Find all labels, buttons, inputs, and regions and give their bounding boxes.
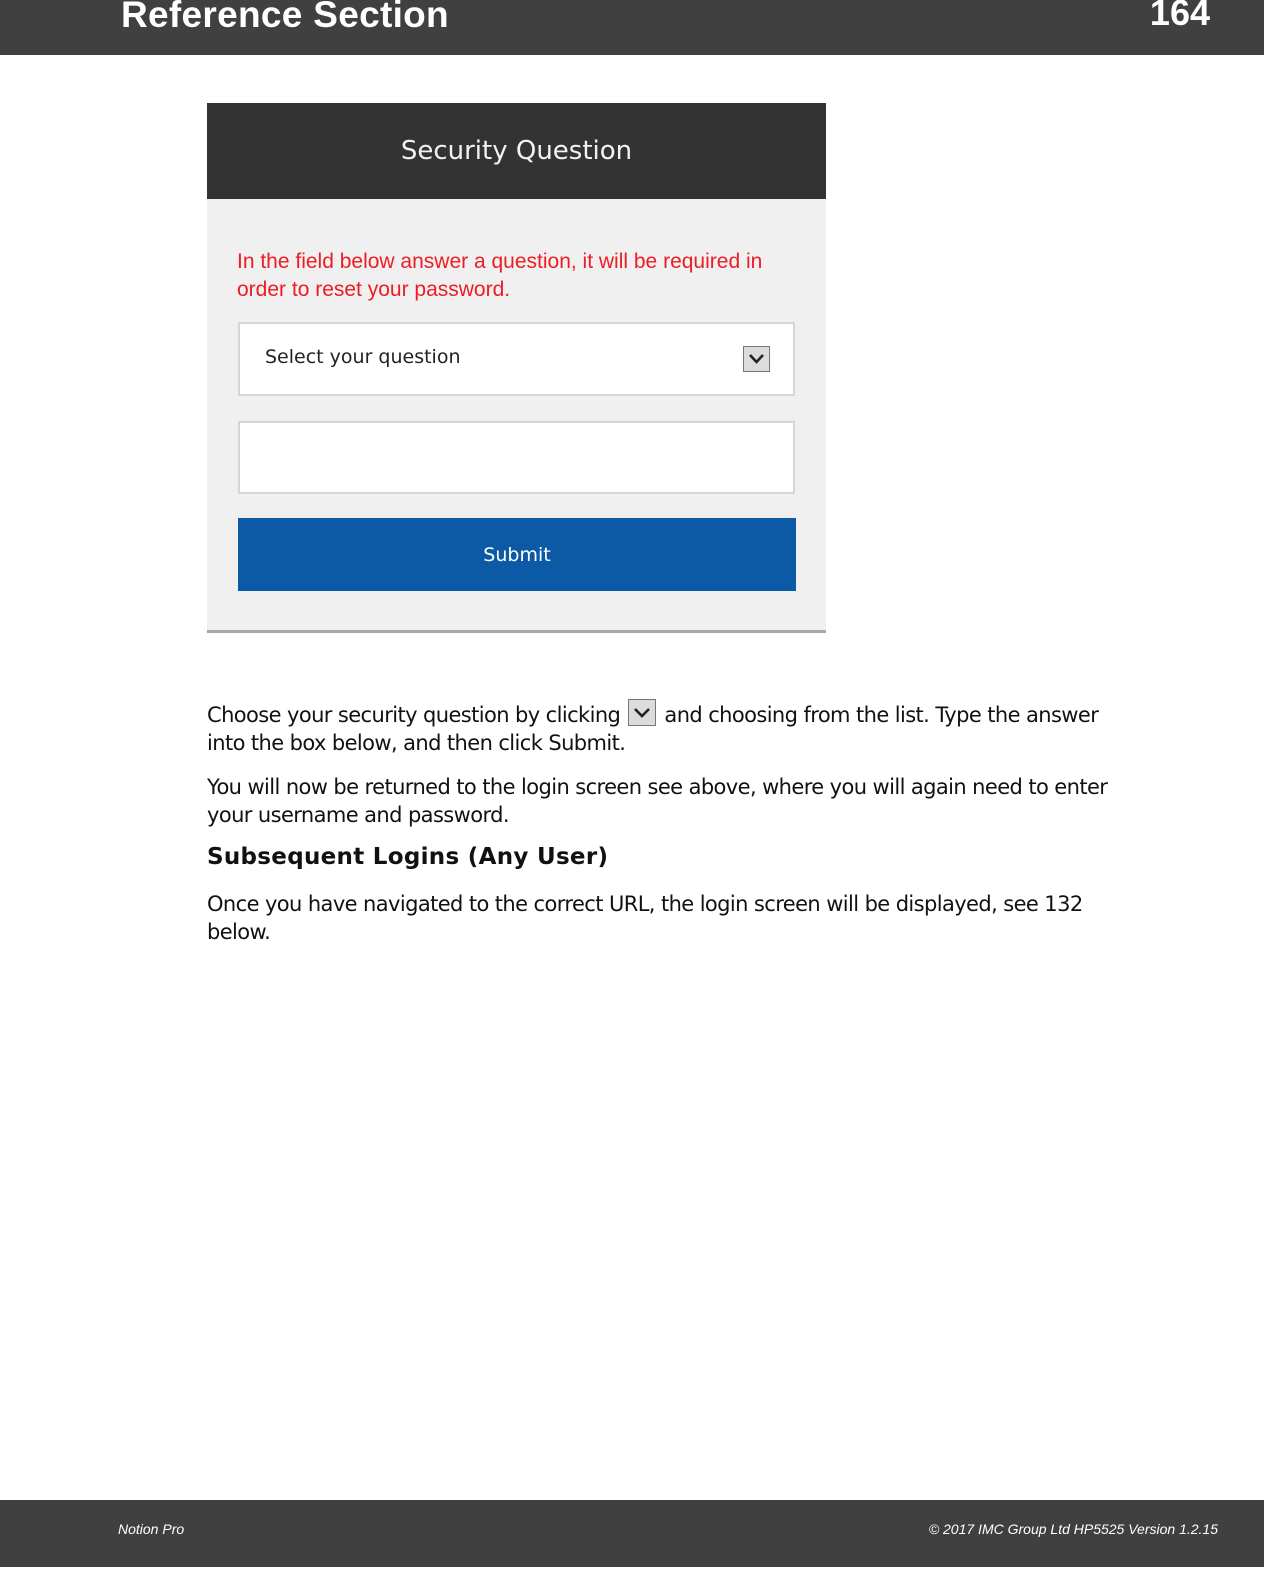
page-footer bbox=[0, 1500, 1264, 1567]
dialog-title: Security Question bbox=[207, 103, 826, 199]
chevron-down-glyph bbox=[744, 347, 769, 371]
dropdown-chevron-glyph bbox=[629, 700, 655, 725]
dropdown-chevron-icon bbox=[628, 699, 656, 726]
para1-text-end: and choosing from the list. Type the answer into the box below, and then click Submit. bbox=[207, 703, 1099, 755]
section-title: Reference Section bbox=[121, 0, 449, 35]
section-heading: Subsequent Logins (Any User) bbox=[207, 844, 609, 870]
paragraph-subsequent-logins: Once you have navigated to the correct URL, the login screen will be displayed, see 132 below. bbox=[207, 892, 1083, 944]
question-select[interactable] bbox=[238, 322, 795, 396]
para1-text-start: Choose your security question by clicking bbox=[207, 703, 621, 727]
page-header bbox=[0, 0, 1264, 55]
chevron-down-icon[interactable] bbox=[743, 346, 770, 372]
question-select-placeholder: Select your question bbox=[265, 346, 461, 368]
answer-input[interactable] bbox=[238, 421, 795, 494]
security-question-screenshot bbox=[207, 103, 826, 633]
paragraph-return-login: You will now be returned to the login screen see above, where you will again need to enter your username and password. bbox=[207, 775, 1108, 827]
page-number: 164 bbox=[1149, 0, 1210, 33]
footer-copyright: © 2017 IMC Group Ltd HP5525 Version 1.2.15 bbox=[928, 1521, 1218, 1537]
paragraph-choose-question bbox=[207, 699, 1137, 757]
footer-product: Notion Pro bbox=[118, 1521, 185, 1537]
dialog-notice: In the field below answer a question, it will be required in order to reset your password. bbox=[237, 250, 763, 301]
submit-button[interactable]: Submit bbox=[238, 518, 796, 591]
